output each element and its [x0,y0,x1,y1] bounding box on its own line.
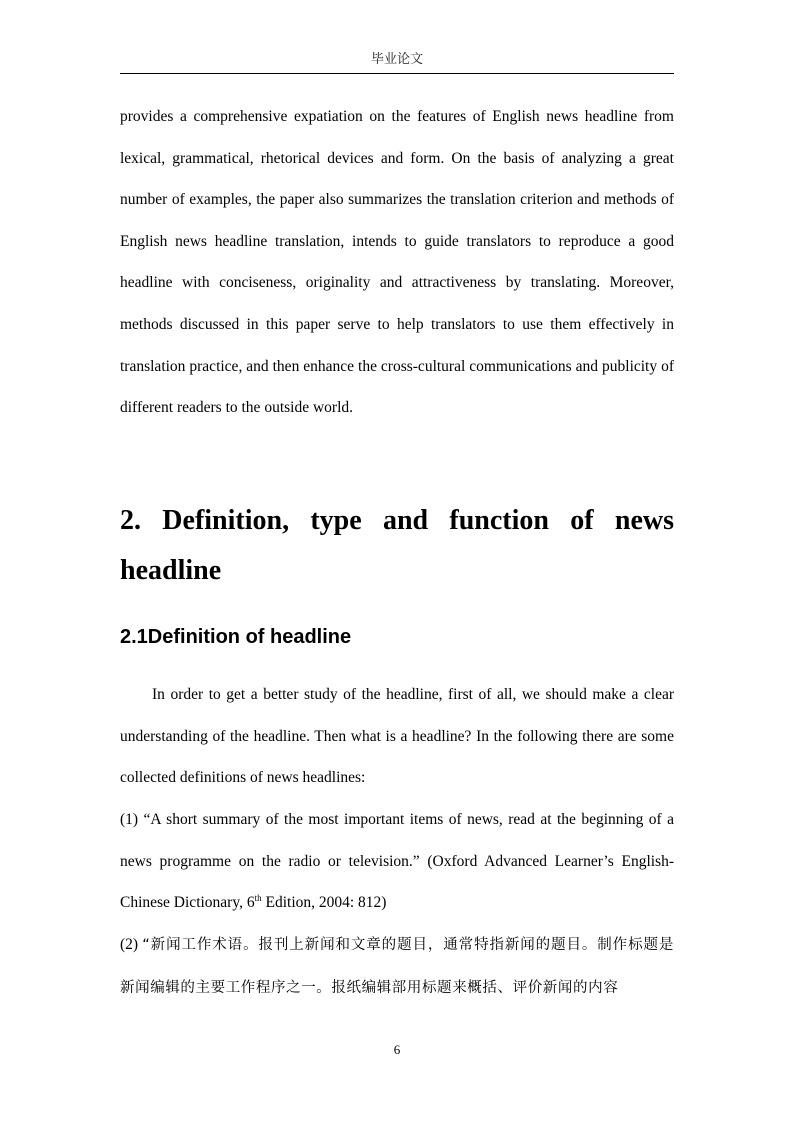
header-rule [120,73,674,74]
definition-1-tail: Edition, 2004: 812) [261,894,387,912]
page-number: 6 [393,1042,401,1057]
intro-paragraph: provides a comprehensive expatiation on the features of English news headline from lexical, grammatical, rhetorical devices and form. On the basis of analyzing a great number of examples, the paper also summarizes the translation criterion and methods of English news headline translation, intends to guide translators to reproduce a good headline with conciseness, originality and attractiveness by translating. Moreover, methods discussed in this paper serve to help translators to use them effectively in translation practice, and then enhance the cross-cultural communications and publicity of different readers to the outside world. [120,108,674,417]
section-heading: 2. Definition, type and function of news headline [120,505,674,586]
definition-1-text: (1) “A short summary of the most important items of news, read at the beginning of a news programme on the radio or television.” (Oxford Advanced Learner’s English-Chinese Dictionary, 6 [120,811,674,912]
definition-1-paragraph [120,799,674,924]
definition-intro-paragraph: In order to get a better study of the headline, first of all, we should make a clear understanding of the headline. Then what is a headline? In the following there are some collected definitions of news headlines: [120,686,674,787]
running-header: 毕业论文 [370,52,423,67]
subsection-heading: 2.1Definition of headline [120,626,352,648]
definition-2-paragraph [120,924,674,1009]
definition-2-text: “新闻工作术语。报刊上新闻和文章的题目，通常特指新闻的题目。制作标题是新闻编辑的主要工作程序之一。报纸编辑部用标题来概括、评价新闻的内容 [120,937,674,996]
definition-2-label: (2) [120,936,143,953]
definition-1-superscript: th [254,893,262,904]
